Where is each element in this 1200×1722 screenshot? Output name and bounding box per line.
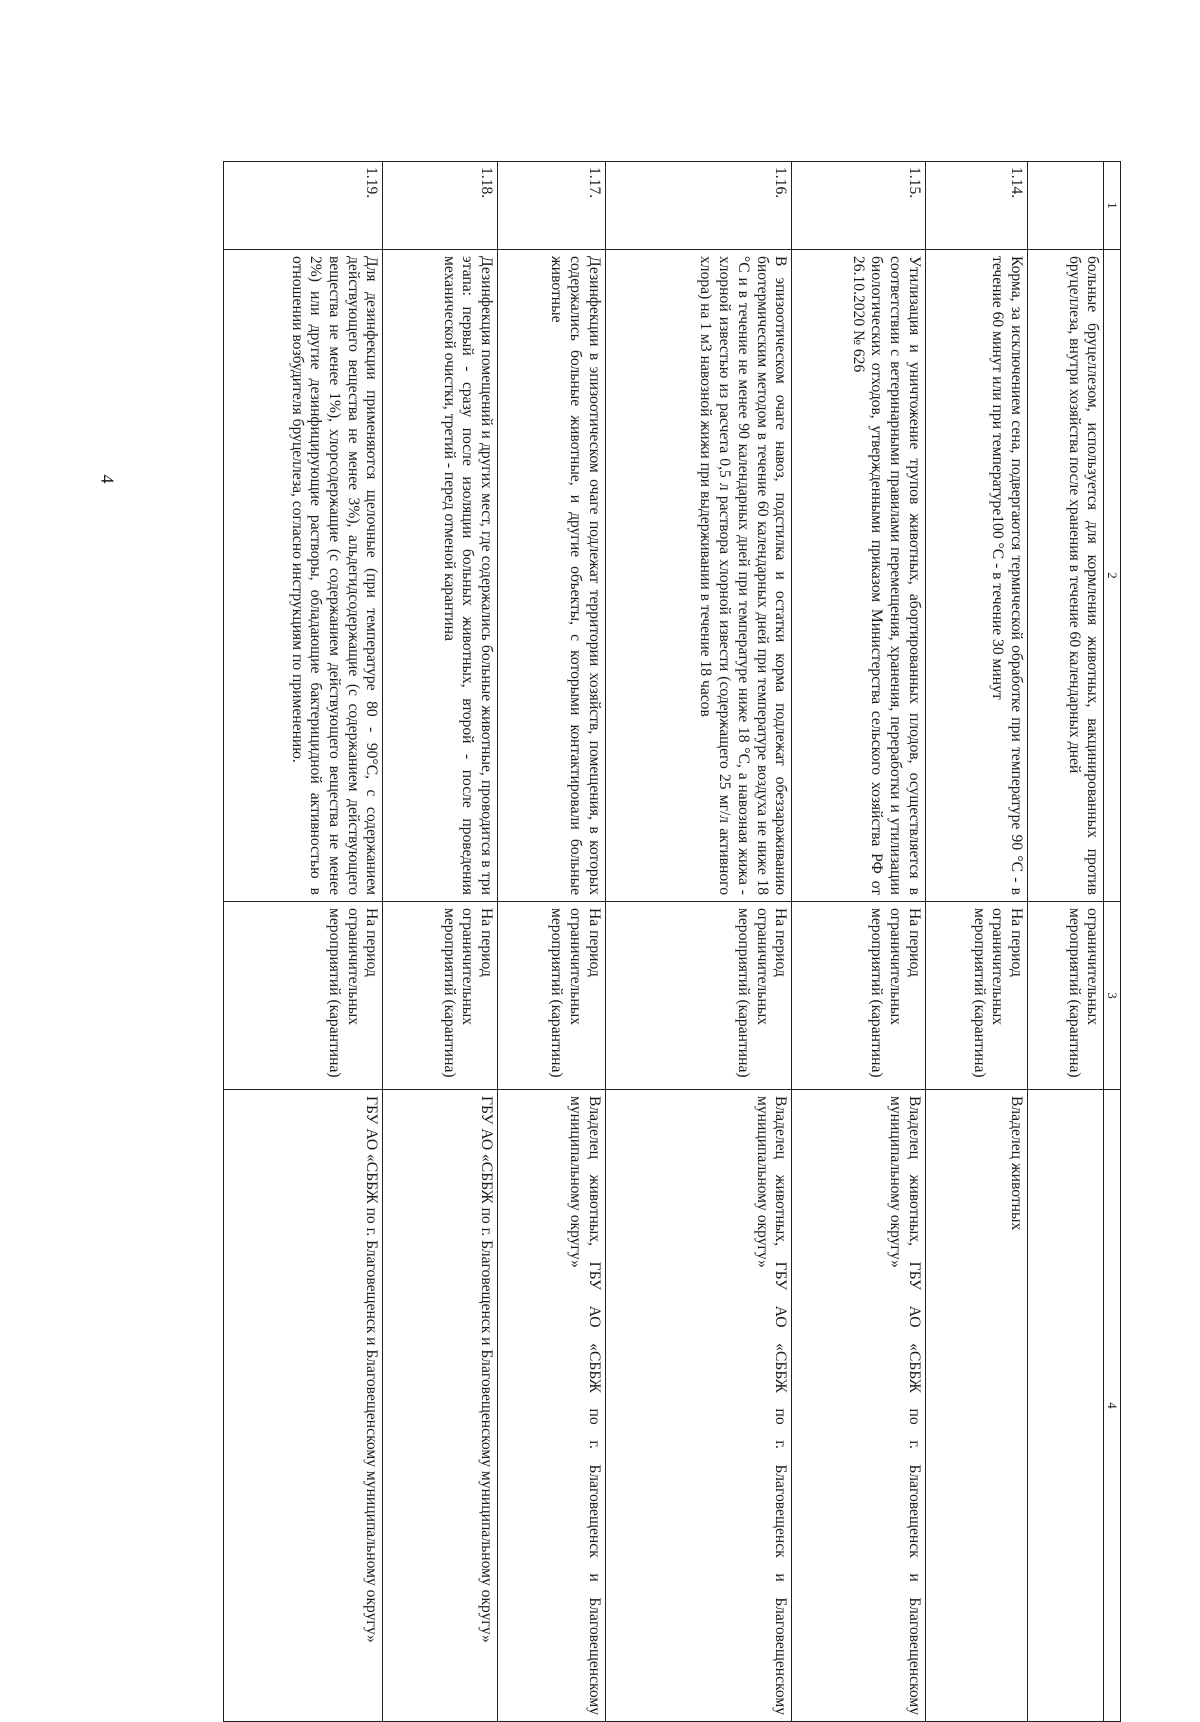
period-text: На период ограничительных мероприятий (карантина): [498, 902, 606, 1090]
responsible-text: ГБУ АО «СББЖ по г. Благовещенск и Благовещенскому муниципальному округу»: [383, 1090, 498, 1722]
measure-text: Для дезинфекции применяются щелочные (при температуре 80 - 90°С, с содержанием действующего вещества не менее 3%), альдегидсодержащие (с содержанием действующего вещества не менее 1%), хлорсодержащие (с содержанием действующего вещества не менее 2%) или другие дезинфицирующие растворы, обладающие бактерицидной активностью в отношении возбудителя бруцеллеза, согласно инструкциям по применению.: [224, 250, 384, 902]
responsible-text: [1028, 1090, 1104, 1722]
responsible-text: Владелец животных, ГБУ АО «СББЖ по г. Благовещенск и Благовещенскому муниципальному округу»: [498, 1090, 606, 1722]
period-text: На период ограничительных мероприятий (карантина): [224, 902, 384, 1090]
period-text: ограничительных мероприятий (карантина): [1028, 902, 1104, 1090]
measure-text: больные бруцеллезом, используется для кормления животных, вакцинированных против бруцеллеза, внутри хозяйства после хранения в течение 60 календарных дней: [1028, 250, 1104, 902]
measure-text: Корма, за исключением сена, подвергаются термической обработке при температуре 90 °С - в течение 60 минут или при температуре100 °С - в течение 30 минут: [925, 250, 1027, 902]
header-row: [1104, 162, 1121, 1722]
table-row: [1028, 162, 1104, 1722]
table-row: [383, 162, 498, 1722]
table-row: [224, 162, 384, 1722]
table-row: [498, 162, 606, 1722]
row-number: 1.17.: [498, 162, 606, 250]
row-number: 1.16.: [605, 162, 791, 250]
table-header: [1104, 162, 1121, 1722]
responsible-text: Владелец животных, ГБУ АО «СББЖ по г. Благовещенск и Благовещенскому муниципальному округу»: [792, 1090, 926, 1722]
rotated-document: [223, 161, 1121, 1721]
table-row: [605, 162, 791, 1722]
responsible-text: ГБУ АО «СББЖ по г. Благовещенск и Благовещенскому муниципальному округу»: [224, 1090, 384, 1722]
row-number: [1028, 162, 1104, 250]
period-text: На период ограничительных мероприятий (карантина): [792, 902, 926, 1090]
header-col-4: 4: [1104, 1090, 1121, 1722]
period-text: На период ограничительных мероприятий (карантина): [605, 902, 791, 1090]
period-text: На период ограничительных мероприятий (карантина): [925, 902, 1027, 1090]
measure-text: Дезинфекции в эпизоотическом очаге подлежат территории хозяйств, помещения, в которых содержались больные животные, и другие объекты, с которыми контактировали больные животные: [498, 250, 606, 902]
period-text: На период ограничительных мероприятий (карантина): [383, 902, 498, 1090]
row-number: 1.14.: [925, 162, 1027, 250]
measures-table: [223, 161, 1121, 1722]
header-col-1: 1: [1104, 162, 1121, 250]
measure-text: Утилизация и уничтожение трупов животных, абортированных плодов, осуществляется в соответствии с ветеринарными правилами перемещения, хранения, переработки и утилизации биологических отходов, утвержденными приказом Министерства сельского хозяйства РФ от 26.10.2020 № 626: [792, 250, 926, 902]
measure-text: Дезинфекция помещений и других мест, где содержались больные животные, проводится в три этапа: первый - сразу после изоляции больных животных, второй - после проведения механической очистки, третий - перед отменой карантина: [383, 250, 498, 902]
page-number: 4: [97, 474, 118, 484]
table-body: [224, 162, 1104, 1722]
table-row: [925, 162, 1027, 1722]
header-col-2: 2: [1104, 250, 1121, 902]
table-row: [792, 162, 926, 1722]
row-number: 1.19.: [224, 162, 384, 250]
responsible-text: Владелец животных: [925, 1090, 1027, 1722]
responsible-text: Владелец животных, ГБУ АО «СББЖ по г. Благовещенск и Благовещенскому муниципальному округу»: [605, 1090, 791, 1722]
row-number: 1.15.: [792, 162, 926, 250]
measure-text: В эпизоотическом очаге навоз, подстилка и остатки корма подлежат обеззараживанию биотермическим методом в течение 60 календарных дней при температуре воздуха не ниже 18 °С и в течение не менее 90 календарных дней при температуре ниже 18 °С, а навозная жижа - хлорной известью из расчета 0,5 л раствора хлорной извести (содержащего 25 мг/л активного хлора) на 1 м3 навозной жижи при выдерживании в течение 18 часов: [605, 250, 791, 902]
row-number: 1.18.: [383, 162, 498, 250]
header-col-3: 3: [1104, 902, 1121, 1090]
